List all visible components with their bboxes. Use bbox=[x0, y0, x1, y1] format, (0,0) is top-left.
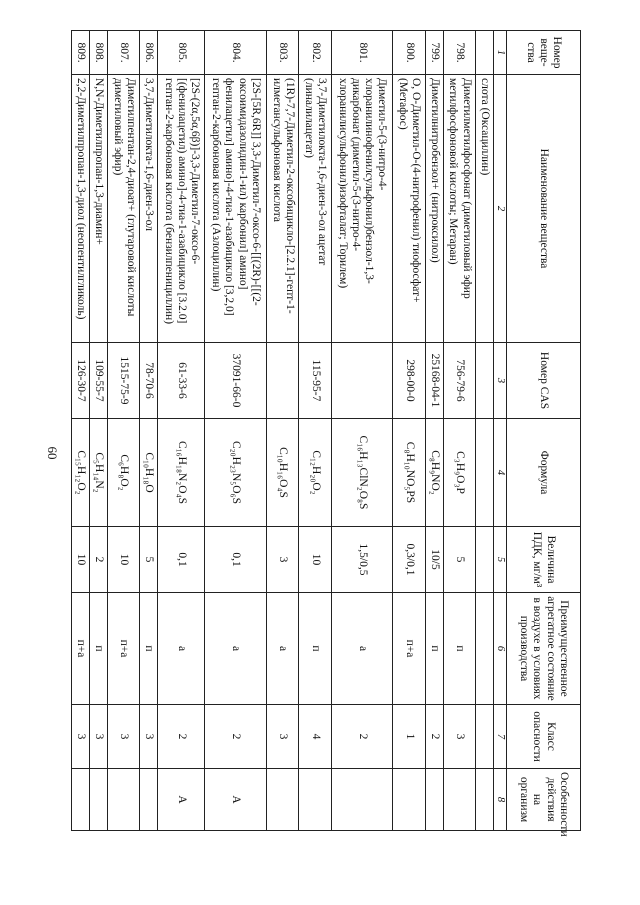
substance-name: 3,7-Диметилокта-1,6-диен-3-ол ацетат (линалилацетат) bbox=[299, 75, 331, 343]
pdk-value: 10 bbox=[107, 527, 139, 593]
row-number bbox=[476, 31, 494, 75]
cas-number: 37091-66-0 bbox=[205, 343, 267, 419]
row-number: 799. bbox=[425, 31, 443, 75]
cas-number bbox=[266, 343, 298, 419]
continuation-row bbox=[476, 31, 494, 831]
cas-number: 78-70-6 bbox=[140, 343, 158, 419]
pdk-value: 10 bbox=[299, 527, 331, 593]
header-pdk: Величина ПДК, мг/м³ bbox=[507, 527, 581, 593]
row-number: 808. bbox=[89, 31, 107, 75]
header-name: Наименование вещества bbox=[507, 75, 581, 343]
pdk-value bbox=[476, 527, 494, 593]
row-number: 801. bbox=[331, 31, 393, 75]
header-number: Номер веще-ства bbox=[507, 31, 581, 75]
effect-note bbox=[266, 769, 298, 831]
effect-note bbox=[72, 769, 90, 831]
effect-note bbox=[299, 769, 331, 831]
aggregate-state: п bbox=[140, 593, 158, 705]
substance-name: N,N-Диметилпропан-1,3-диамин+ bbox=[89, 75, 107, 343]
aggregate-state bbox=[476, 593, 494, 705]
effect-note bbox=[476, 769, 494, 831]
effect-note bbox=[331, 769, 393, 831]
hazard-class: 4 bbox=[299, 705, 331, 769]
hazard-class: 3 bbox=[266, 705, 298, 769]
aggregate-state: а bbox=[331, 593, 393, 705]
header-row bbox=[507, 31, 581, 831]
table-row bbox=[331, 31, 393, 831]
formula: C₁₂H₂₀O₂ bbox=[299, 419, 331, 527]
effect-note bbox=[89, 769, 107, 831]
substance-name: [2S-[5R,6R]] 3,3-Диметил-7-оксо-6-[[(2R)-[[(2-оксоимидазолидин-1-ил) карбонил] амино] фенилацетил] амино]-4-тиа-1-азабицикло [3,2,0] гептан-2-карбоновая кислота (Азлоциллин) bbox=[205, 75, 267, 343]
cas-number bbox=[476, 343, 494, 419]
cas-number bbox=[331, 343, 393, 419]
hazard-class: 3 bbox=[140, 705, 158, 769]
header-class: Класс опасности bbox=[507, 705, 581, 769]
hazard-class: 1 bbox=[393, 705, 425, 769]
formula: C₅H₁₄N₂ bbox=[89, 419, 107, 527]
page-number: 60 bbox=[45, 446, 60, 460]
aggregate-state: а bbox=[266, 593, 298, 705]
column-numbers-row bbox=[493, 31, 506, 831]
substances-table bbox=[71, 30, 581, 837]
formula: C₁₀H₁₈O bbox=[140, 419, 158, 527]
row-number: 806. bbox=[140, 31, 158, 75]
aggregate-state: п bbox=[89, 593, 107, 705]
header-effects: Особенности действия на организм bbox=[507, 769, 581, 831]
pdk-value: 0,3/0,1 bbox=[393, 527, 425, 593]
column-number: 5 bbox=[493, 527, 506, 593]
row-number: 798. bbox=[443, 31, 475, 75]
aggregate-state: п+а bbox=[393, 593, 425, 705]
effect-note bbox=[425, 769, 443, 831]
pdk-value: 0,1 bbox=[205, 527, 267, 593]
pdk-value: 10/5 bbox=[425, 527, 443, 593]
effect-note: А bbox=[158, 769, 205, 831]
pdk-value: 0,1 bbox=[158, 527, 205, 593]
substance-name: Диметилнитробензол+ (нитроксилол) bbox=[425, 75, 443, 343]
formula: C₁₀H₁₆O₄S bbox=[266, 419, 298, 527]
row-number: 800. bbox=[393, 31, 425, 75]
table-row bbox=[425, 31, 443, 831]
table-row bbox=[140, 31, 158, 831]
substance-name: (1R)-7,7-Диметил-2-оксобицикло-[2.2.1]-гепт-1-илметансульфоновая кислота bbox=[266, 75, 298, 343]
table-row bbox=[266, 31, 298, 831]
row-number: 802. bbox=[299, 31, 331, 75]
table-row bbox=[299, 31, 331, 831]
pdk-value: 5 bbox=[443, 527, 475, 593]
column-number: 6 bbox=[493, 593, 506, 705]
formula: C₁₅H₁₂O₂ bbox=[72, 419, 90, 527]
hazard-class: 2 bbox=[425, 705, 443, 769]
table-row bbox=[107, 31, 139, 831]
cas-number: 25168-04-1 bbox=[425, 343, 443, 419]
hazard-class: 3 bbox=[89, 705, 107, 769]
aggregate-state: а bbox=[158, 593, 205, 705]
pdk-value: 3 bbox=[266, 527, 298, 593]
effect-note: А bbox=[205, 769, 267, 831]
column-number: 8 bbox=[493, 769, 506, 831]
pdk-value: 5 bbox=[140, 527, 158, 593]
row-number: 804. bbox=[205, 31, 267, 75]
substance-name: O, O-Диметил-O-(4-нитрофенил) тиофосфат+ (Метафос) bbox=[393, 75, 425, 343]
cas-number: 298-00-0 bbox=[393, 343, 425, 419]
hazard-class: 2 bbox=[158, 705, 205, 769]
formula: C₃H₉O₃P bbox=[443, 419, 475, 527]
pdk-value: 1,5/0,5 bbox=[331, 527, 393, 593]
substance-name: слота (Оксациллин) bbox=[476, 75, 494, 343]
substance-name: [2S-(2α,5α,6β)]-3,3-Диметил-7-оксо-6-[(фенилацетил) амино]-4-тиа-1-азабицикло [3.2.0] гептан-2-карбоновая кислота (бензилпенициллин) bbox=[158, 75, 205, 343]
header-state: Преимущественное агрегатное состояние в воздухе в условиях производства bbox=[507, 593, 581, 705]
pdk-value: 2 bbox=[89, 527, 107, 593]
column-number: 7 bbox=[493, 705, 506, 769]
hazard-class: 3 bbox=[72, 705, 90, 769]
hazard-class bbox=[476, 705, 494, 769]
formula: C₁₆H₁₃ClN₂O₈S bbox=[331, 419, 393, 527]
table-row bbox=[158, 31, 205, 831]
substance-name: Диметил-5-(3-нитро-4-хлоранилинофенилсульфонил)бензол-1,3-дикарбонат (диметил-5-(3-нитро-4-хлоранилисульфонил)изофталат; Торилем) bbox=[331, 75, 393, 343]
substance-name: Диметилметилфосфонат (диметиловый эфир метилфосфоновой кислоты; Метаран) bbox=[443, 75, 475, 343]
column-number: 2 bbox=[493, 75, 506, 343]
effect-note bbox=[140, 769, 158, 831]
cas-number: 115-95-7 bbox=[299, 343, 331, 419]
formula: C₈H₁₀NO₅PS bbox=[393, 419, 425, 527]
header-formula: Формула bbox=[507, 419, 581, 527]
hazard-class: 3 bbox=[443, 705, 475, 769]
formula: C₈H₉NO₂ bbox=[425, 419, 443, 527]
substance-name: Диметилпентан-2,4-диоат+ (глутаровой кислоты диметиловый эфир) bbox=[107, 75, 139, 343]
substance-name: 2,2-Диметилпропан-1,3-диол (неопентилгликоль) bbox=[72, 75, 90, 343]
row-number: 805. bbox=[158, 31, 205, 75]
effect-note bbox=[393, 769, 425, 831]
effect-note bbox=[443, 769, 475, 831]
cas-number: 126-30-7 bbox=[72, 343, 90, 419]
hazard-class: 2 bbox=[331, 705, 393, 769]
header-cas: Номер CAS bbox=[507, 343, 581, 419]
table-row bbox=[205, 31, 267, 831]
formula: C₁₆H₁₈N₂O₄S bbox=[158, 419, 205, 527]
substance-name: 3,7-Диметилокта-1,6-диен-3-ол bbox=[140, 75, 158, 343]
table-row bbox=[393, 31, 425, 831]
table-row bbox=[72, 31, 90, 831]
cas-number: 109-55-7 bbox=[89, 343, 107, 419]
hazard-class: 2 bbox=[205, 705, 267, 769]
table-row bbox=[443, 31, 475, 831]
effect-note bbox=[107, 769, 139, 831]
column-number: 4 bbox=[493, 419, 506, 527]
formula: C₆H₈O₂ bbox=[107, 419, 139, 527]
cas-number: 61-33-6 bbox=[158, 343, 205, 419]
aggregate-state: а bbox=[205, 593, 267, 705]
row-number: 809. bbox=[72, 31, 90, 75]
cas-number: 1515-75-9 bbox=[107, 343, 139, 419]
table-row bbox=[89, 31, 107, 831]
aggregate-state: п bbox=[299, 593, 331, 705]
hazard-class: 3 bbox=[107, 705, 139, 769]
aggregate-state: п+а bbox=[72, 593, 90, 705]
substances-table-container bbox=[71, 30, 581, 837]
aggregate-state: п+а bbox=[107, 593, 139, 705]
aggregate-state: п bbox=[443, 593, 475, 705]
formula bbox=[476, 419, 494, 527]
row-number: 807. bbox=[107, 31, 139, 75]
row-number: 803. bbox=[266, 31, 298, 75]
column-number: 1 bbox=[493, 31, 506, 75]
formula: C₂₀H₂₃N₅O₆S bbox=[205, 419, 267, 527]
column-number: 3 bbox=[493, 343, 506, 419]
pdk-value: 10 bbox=[72, 527, 90, 593]
aggregate-state: п bbox=[425, 593, 443, 705]
cas-number: 756-79-6 bbox=[443, 343, 475, 419]
